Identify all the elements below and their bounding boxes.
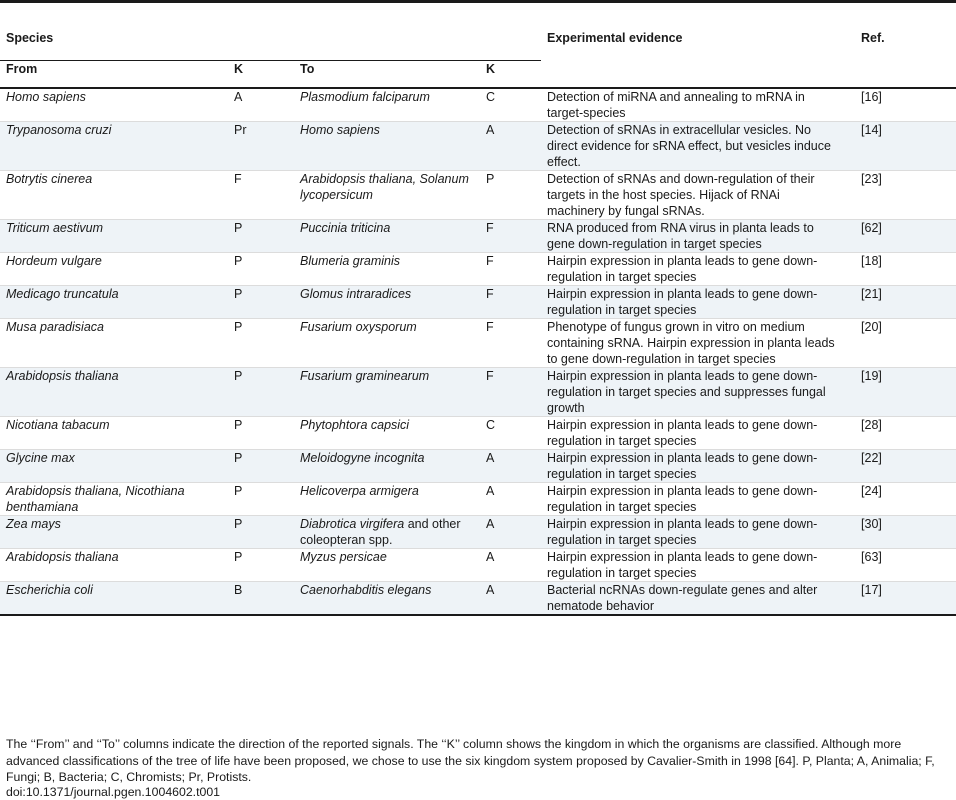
k-to-cell bbox=[480, 549, 541, 582]
ref-cell bbox=[855, 220, 956, 253]
to-cell bbox=[294, 319, 480, 368]
from-cell-text: Triticum aestivum bbox=[6, 221, 104, 235]
table-row bbox=[0, 88, 956, 122]
k-from-cell bbox=[228, 368, 294, 417]
to-cell-text: Diabrotica virgifera bbox=[300, 517, 405, 531]
to-cell bbox=[294, 122, 480, 171]
header-row-1 bbox=[0, 30, 956, 60]
ref-cell bbox=[855, 122, 956, 171]
table-row bbox=[0, 516, 956, 549]
header-to: To bbox=[294, 60, 480, 88]
ref-cell-text: [23] bbox=[861, 172, 882, 186]
k-to-cell-text: A bbox=[486, 517, 495, 531]
ref-cell bbox=[855, 253, 956, 286]
ref-cell-text: [63] bbox=[861, 550, 882, 564]
ref-cell bbox=[855, 88, 956, 122]
table-row bbox=[0, 483, 956, 516]
to-cell bbox=[294, 286, 480, 319]
table-row bbox=[0, 171, 956, 220]
k-from-cell-text: P bbox=[234, 320, 243, 334]
to-cell bbox=[294, 483, 480, 516]
evidence-cell bbox=[541, 220, 855, 253]
k-from-cell-text: P bbox=[234, 418, 243, 432]
evidence-cell bbox=[541, 417, 855, 450]
header-ref: Ref. bbox=[861, 31, 885, 45]
k-from-cell bbox=[228, 319, 294, 368]
ref-cell bbox=[855, 549, 956, 582]
k-to-cell bbox=[480, 516, 541, 549]
to-cell-extra-text: and other coleopteran spp. bbox=[300, 517, 461, 547]
k-from-cell-text: P bbox=[234, 550, 243, 564]
to-cell-text: Phytophtora capsici bbox=[300, 418, 410, 432]
k-from-cell bbox=[228, 122, 294, 171]
k-to-cell-text: C bbox=[486, 418, 496, 432]
from-cell bbox=[0, 122, 228, 171]
from-cell-text: Nicotiana tabacum bbox=[6, 418, 110, 432]
evidence-cell-text: Hairpin expression in planta leads to gene down-regulation in target species bbox=[547, 287, 818, 317]
k-from-cell-text: P bbox=[234, 517, 243, 531]
k-to-cell-text: F bbox=[486, 254, 494, 268]
to-cell-text: Myzus persicae bbox=[300, 550, 387, 564]
k-to-cell-text: A bbox=[486, 123, 495, 137]
evidence-cell bbox=[541, 171, 855, 220]
ref-cell bbox=[855, 483, 956, 516]
to-cell bbox=[294, 582, 480, 616]
ref-cell bbox=[855, 171, 956, 220]
ref-cell-text: [17] bbox=[861, 583, 882, 597]
k-from-cell bbox=[228, 88, 294, 122]
k-to-cell bbox=[480, 122, 541, 171]
to-cell bbox=[294, 220, 480, 253]
k-to-cell bbox=[480, 220, 541, 253]
from-cell bbox=[0, 417, 228, 450]
table-row bbox=[0, 417, 956, 450]
table-row bbox=[0, 286, 956, 319]
k-to-cell-text: C bbox=[486, 90, 496, 104]
k-from-cell bbox=[228, 417, 294, 450]
table-row bbox=[0, 122, 956, 171]
to-cell-text: Caenorhabditis elegans bbox=[300, 583, 432, 597]
k-from-cell bbox=[228, 220, 294, 253]
ref-cell-text: [18] bbox=[861, 254, 882, 268]
ref-cell-text: [14] bbox=[861, 123, 882, 137]
from-cell bbox=[0, 220, 228, 253]
k-from-cell bbox=[228, 171, 294, 220]
from-cell-text: Arabidopsis thaliana bbox=[6, 369, 119, 383]
from-cell bbox=[0, 549, 228, 582]
ref-cell bbox=[855, 516, 956, 549]
table-row bbox=[0, 319, 956, 368]
from-cell-text: Escherichia coli bbox=[6, 583, 93, 597]
from-cell-text: Homo sapiens bbox=[6, 90, 86, 104]
evidence-cell-text: Hairpin expression in planta leads to gene down-regulation in target species bbox=[547, 517, 818, 547]
from-cell-text: Glycine max bbox=[6, 451, 75, 465]
ref-cell bbox=[855, 582, 956, 616]
from-cell bbox=[0, 319, 228, 368]
to-cell-text: Blumeria graminis bbox=[300, 254, 401, 268]
header-row-2 bbox=[0, 60, 956, 88]
k-from-cell bbox=[228, 450, 294, 483]
k-from-cell-text: P bbox=[234, 287, 243, 301]
header-k-from: K bbox=[228, 60, 294, 88]
evidence-cell-text: Hairpin expression in planta leads to gene down-regulation in target species bbox=[547, 254, 818, 284]
from-cell bbox=[0, 450, 228, 483]
evidence-cell bbox=[541, 122, 855, 171]
k-from-cell-text: P bbox=[234, 369, 243, 383]
header-k-to: K bbox=[480, 60, 541, 88]
to-cell-text: Helicoverpa armigera bbox=[300, 484, 419, 498]
from-cell-text: Musa paradisiaca bbox=[6, 320, 104, 334]
evidence-cell bbox=[541, 549, 855, 582]
to-cell-text: Arabidopsis thaliana, Solanum lycopersicum bbox=[300, 172, 469, 202]
k-from-cell-text: A bbox=[234, 90, 243, 104]
k-from-cell-text: Pr bbox=[234, 123, 247, 137]
doi-line: doi:10.1371/journal.pgen.1004602.t001 bbox=[6, 785, 221, 799]
k-to-cell-text: F bbox=[486, 369, 494, 383]
evidence-cell-text: Bacterial ncRNAs down-regulate genes and alter nematode behavior bbox=[547, 583, 818, 613]
top-rule bbox=[0, 0, 956, 3]
table-body bbox=[0, 88, 956, 615]
k-to-cell-text: P bbox=[486, 172, 495, 186]
k-from-cell-text: P bbox=[234, 221, 243, 235]
to-cell bbox=[294, 450, 480, 483]
ref-cell-text: [19] bbox=[861, 369, 882, 383]
from-cell-text: Zea mays bbox=[6, 517, 61, 531]
from-cell bbox=[0, 368, 228, 417]
from-cell-text: Arabidopsis thaliana, Nicothiana benthamiana bbox=[6, 484, 185, 514]
from-cell bbox=[0, 483, 228, 516]
k-to-cell-text: F bbox=[486, 320, 494, 334]
evidence-cell bbox=[541, 319, 855, 368]
table-row bbox=[0, 582, 956, 616]
k-to-cell bbox=[480, 450, 541, 483]
evidence-cell bbox=[541, 368, 855, 417]
from-cell bbox=[0, 516, 228, 549]
table-footnote: The ‘‘From’’ and ‘‘To’’ columns indicate the direction of the reported signals. The ‘‘K’’ column shows the kingdom in which the organisms are classified. Although more advanced classifications of the tree of life have been proposed, we chose to use the six kingdom system proposed by Cavalier-Smith in 1998 [64]. P, Planta; A, Animalia; F, Fungi; B, Bacteria; C, Chromists; Pr, Protists. bbox=[6, 737, 935, 784]
to-cell-text: Homo sapiens bbox=[300, 123, 380, 137]
ref-cell-text: [62] bbox=[861, 221, 882, 235]
evidence-cell bbox=[541, 286, 855, 319]
to-cell-text: Glomus intraradices bbox=[300, 287, 412, 301]
k-to-cell-text: F bbox=[486, 287, 494, 301]
from-cell bbox=[0, 88, 228, 122]
evidence-cell bbox=[541, 516, 855, 549]
k-to-cell-text: A bbox=[486, 484, 495, 498]
k-to-cell bbox=[480, 171, 541, 220]
k-from-cell-text: P bbox=[234, 484, 243, 498]
from-cell-text: Hordeum vulgare bbox=[6, 254, 102, 268]
k-to-cell bbox=[480, 286, 541, 319]
k-to-cell-text: A bbox=[486, 451, 495, 465]
evidence-cell-text: Detection of sRNAs and down-regulation of their targets in the host species. Hijack of RNAi machinery by fungal sRNAs. bbox=[547, 172, 815, 218]
k-to-cell-text: A bbox=[486, 583, 495, 597]
ref-cell bbox=[855, 286, 956, 319]
k-from-cell bbox=[228, 483, 294, 516]
to-cell bbox=[294, 368, 480, 417]
table-row bbox=[0, 220, 956, 253]
evidence-cell bbox=[541, 253, 855, 286]
header-evidence: Experimental evidence bbox=[547, 31, 683, 45]
ref-cell bbox=[855, 417, 956, 450]
evidence-cell bbox=[541, 450, 855, 483]
evidence-cell-text: Hairpin expression in planta leads to gene down-regulation in target species bbox=[547, 484, 818, 514]
ref-cell bbox=[855, 450, 956, 483]
from-cell-text: Medicago truncatula bbox=[6, 287, 119, 301]
evidence-cell-text: Phenotype of fungus grown in vitro on medium containing sRNA. Hairpin expression in planta leads to gene down-regulation in target species bbox=[547, 320, 835, 366]
header-empty-ref bbox=[855, 60, 956, 88]
to-cell-text: Plasmodium falciparum bbox=[300, 90, 430, 104]
ref-cell-text: [24] bbox=[861, 484, 882, 498]
header-from: From bbox=[0, 60, 228, 88]
ref-cell-text: [16] bbox=[861, 90, 882, 104]
k-from-cell-text: F bbox=[234, 172, 242, 186]
ref-cell-text: [30] bbox=[861, 517, 882, 531]
k-from-cell-text: P bbox=[234, 254, 243, 268]
k-to-cell bbox=[480, 253, 541, 286]
table-row bbox=[0, 253, 956, 286]
to-cell bbox=[294, 171, 480, 220]
k-from-cell bbox=[228, 516, 294, 549]
k-from-cell bbox=[228, 582, 294, 616]
to-cell-text: Meloidogyne incognita bbox=[300, 451, 425, 465]
ref-cell bbox=[855, 368, 956, 417]
k-to-cell bbox=[480, 319, 541, 368]
k-to-cell-text: F bbox=[486, 221, 494, 235]
evidence-cell-text: Detection of sRNAs in extracellular vesicles. No direct evidence for sRNA effect, but vesicles induce effect. bbox=[547, 123, 831, 169]
ref-cell bbox=[855, 319, 956, 368]
evidence-cell bbox=[541, 582, 855, 616]
table-row bbox=[0, 368, 956, 417]
from-cell-text: Trypanosoma cruzi bbox=[6, 123, 112, 137]
to-cell-text: Fusarium graminearum bbox=[300, 369, 430, 383]
header-species: Species bbox=[0, 30, 541, 60]
table-row bbox=[0, 450, 956, 483]
from-cell bbox=[0, 286, 228, 319]
to-cell bbox=[294, 417, 480, 450]
k-from-cell bbox=[228, 253, 294, 286]
evidence-cell-text: Detection of miRNA and annealing to mRNA in target-species bbox=[547, 90, 805, 120]
evidence-cell-text: Hairpin expression in planta leads to gene down-regulation in target species bbox=[547, 550, 818, 580]
from-cell bbox=[0, 253, 228, 286]
table-row bbox=[0, 549, 956, 582]
k-to-cell-text: A bbox=[486, 550, 495, 564]
evidence-cell-text: RNA produced from RNA virus in planta leads to gene down-regulation in target species bbox=[547, 221, 814, 251]
to-cell-text: Fusarium oxysporum bbox=[300, 320, 417, 334]
ref-cell-text: [28] bbox=[861, 418, 882, 432]
evidence-cell bbox=[541, 483, 855, 516]
from-cell bbox=[0, 582, 228, 616]
evidence-cell-text: Hairpin expression in planta leads to gene down-regulation in target species bbox=[547, 418, 818, 448]
to-cell bbox=[294, 88, 480, 122]
from-cell-text: Botrytis cinerea bbox=[6, 172, 93, 186]
k-to-cell bbox=[480, 582, 541, 616]
k-to-cell bbox=[480, 417, 541, 450]
to-cell bbox=[294, 253, 480, 286]
k-to-cell bbox=[480, 368, 541, 417]
to-cell bbox=[294, 516, 480, 549]
k-to-cell bbox=[480, 483, 541, 516]
to-cell bbox=[294, 549, 480, 582]
evidence-cell-text: Hairpin expression in planta leads to gene down-regulation in target species bbox=[547, 451, 818, 481]
k-from-cell bbox=[228, 549, 294, 582]
from-cell bbox=[0, 171, 228, 220]
k-to-cell bbox=[480, 88, 541, 122]
k-from-cell-text: P bbox=[234, 451, 243, 465]
to-cell-text: Puccinia triticina bbox=[300, 221, 391, 235]
species-table bbox=[0, 30, 956, 616]
evidence-cell-text: Hairpin expression in planta leads to gene down-regulation in target species and suppresses fungal growth bbox=[547, 369, 826, 415]
k-from-cell-text: B bbox=[234, 583, 243, 597]
evidence-cell bbox=[541, 88, 855, 122]
ref-cell-text: [20] bbox=[861, 320, 882, 334]
ref-cell-text: [21] bbox=[861, 287, 882, 301]
k-from-cell bbox=[228, 286, 294, 319]
header-empty-evidence bbox=[541, 60, 855, 88]
from-cell-text: Arabidopsis thaliana bbox=[6, 550, 119, 564]
ref-cell-text: [22] bbox=[861, 451, 882, 465]
